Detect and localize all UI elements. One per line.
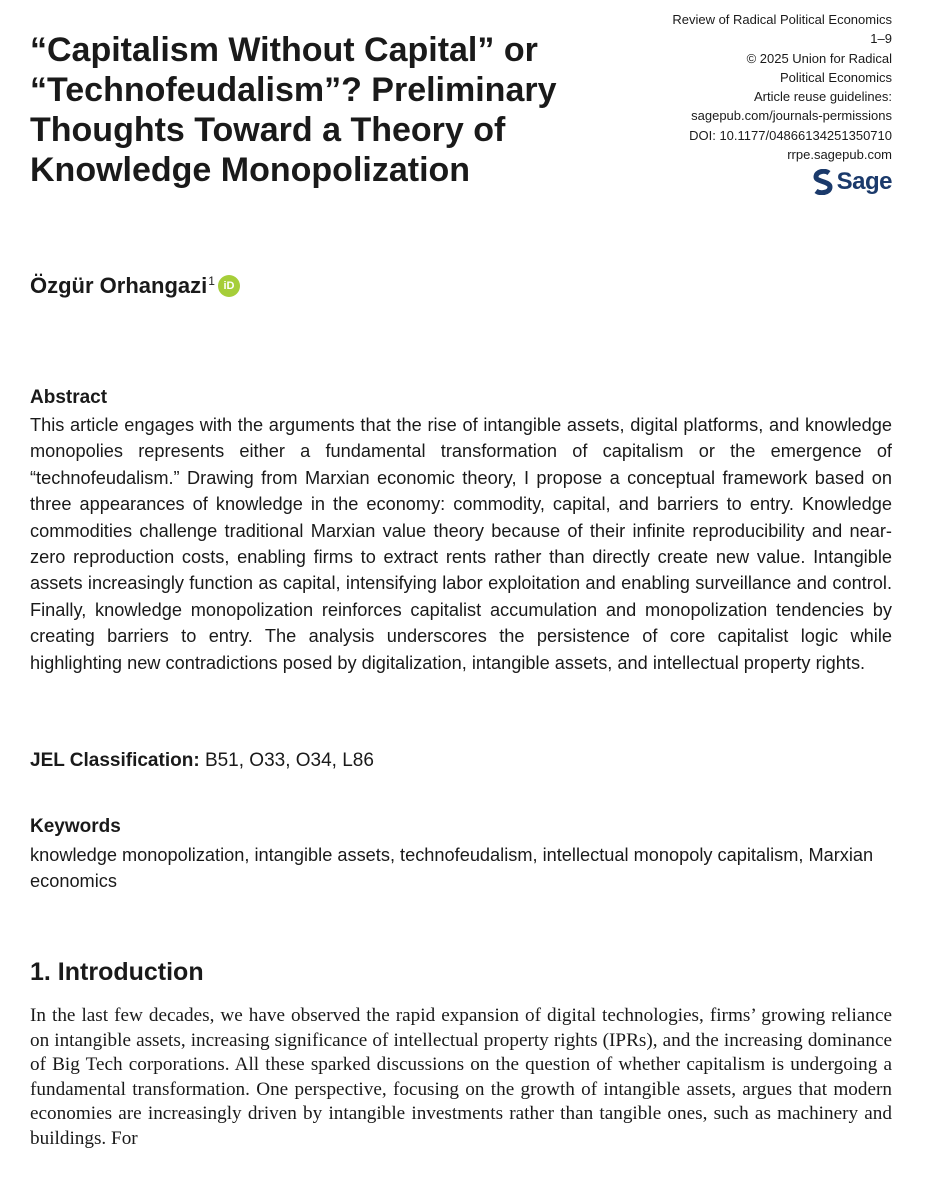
copyright-line: © 2025 Union for Radical [746,50,892,66]
reuse-guidelines: Article reuse guidelines: [753,89,892,105]
author-line [30,273,240,299]
author-name: Özgür Orhangazi [30,273,208,298]
journal-site-link[interactable]: rrpe.sagepub.com [787,147,892,163]
orcid-icon[interactable]: iD [218,275,240,297]
copyright-line-2: Political Economics [780,69,892,85]
jel-codes: B51, O33, O34, L86 [204,750,374,771]
abstract-heading: Abstract [30,387,108,408]
keywords-heading: Keywords [30,816,121,837]
doi[interactable]: DOI: 10.1177/04866134251350710 [689,127,892,143]
jel-label: JEL Classification: [30,750,200,771]
journal-name: Review of Radical Political Economics [672,12,892,27]
article-title: “Capitalism Without Capital” or “Technofeudalism”? Preliminary Thoughts Toward a Theory of Knowledge Monopolization [30,31,557,189]
journal-metadata [622,10,892,164]
jel-classification [30,750,374,772]
keywords-text: knowledge monopolization, intangible assets, technofeudalism, intellectual monopoly capitalism, Marxian economics [30,845,874,892]
page-range: 1–9 [870,31,892,47]
permissions-link[interactable]: sagepub.com/journals-permissions [691,108,892,124]
sage-s-icon [813,169,833,195]
abstract-text: This article engages with the arguments that the rise of intangible assets, digital platforms, and knowledge monopolies represents either a fundamental transformation of capitalism or the emergence of “technofeudalism.” Drawing from Marxian economic theory, I propose a conceptual framework based on three appearances of knowledge in the economy: commodity, capital, and barriers to entry. Knowledge commodities challenge traditional Marxian value theory because of their infinite reproducibility and near-zero reproduction costs, enabling firms to extract rents rather than directly create new value. Intangible assets increasingly function as capital, intensifying labor exploitation and enabling surveillance and control. Finally, knowledge monopolization reinforces capitalist accumulation and monopolization tendencies by creating barriers to entry. The analysis underscores the persistence of core capitalist logic while highlighting new contradictions posed by digitalization, intangible assets, and intellectual property rights. [30,415,892,673]
introduction-text: In the last few decades, we have observed the rapid expansion of digital technologies, firms’ growing reliance on intangible assets, increasing significance of intellectual property rights (IPRs), and the increasing dominance of Big Tech corporations. All these sparked discussions on the question of whether capitalism is undergoing a fundamental transformation. One perspective, focusing on the growth of intangible assets, argues that modern economies are increasingly driven by intangible investments rather than tangible ones, such as machinery and buildings. For [30,1005,892,1149]
affiliation-mark: 1 [208,274,215,288]
publisher-name: Sage [836,168,892,195]
publisher-logo [813,168,892,196]
introduction-heading: 1. Introduction [30,958,204,986]
